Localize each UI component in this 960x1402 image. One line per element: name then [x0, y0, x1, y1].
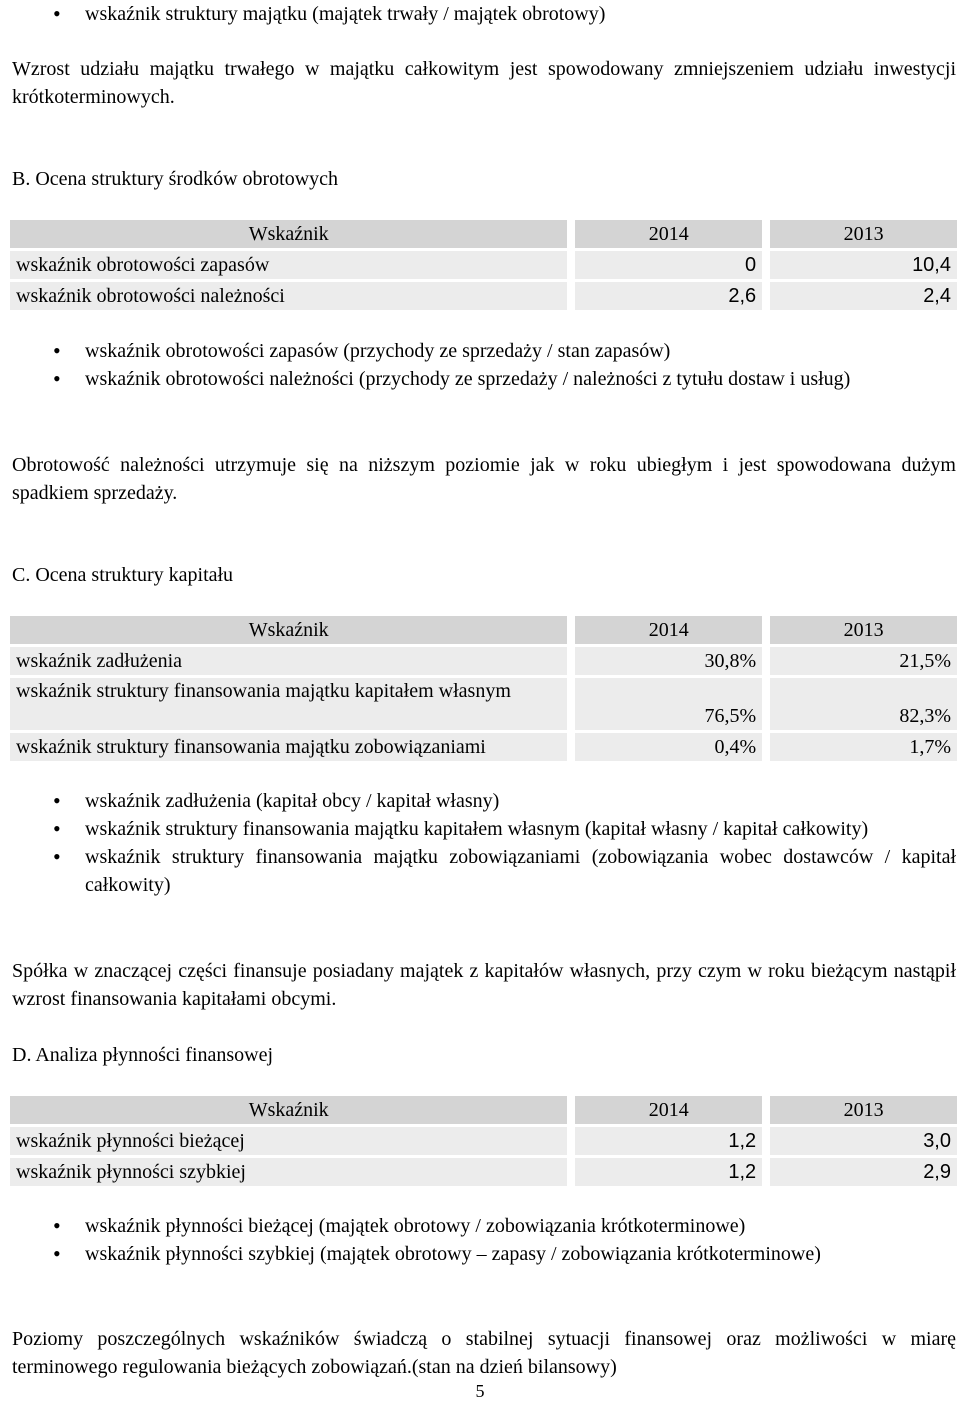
table-row [10, 678, 957, 730]
table-current-assets [10, 217, 957, 313]
row-label: wskaźnik zadłużenia [10, 647, 567, 675]
bullet-item: • wskaźnik płynności szybkiej (majątek obrotowy – zapasy / zobowiązania krótkoterminowe) [12, 1240, 956, 1268]
section-d-heading: D. Analiza płynności finansowej [12, 1044, 274, 1066]
table-row [10, 282, 957, 310]
row-label: wskaźnik struktury finansowania majątku kapitałem własnym [10, 678, 567, 730]
table-row [10, 733, 957, 761]
table-row [10, 1158, 957, 1186]
paragraph-asset-structure: Wzrost udziału majątku trwałego w majątku całkowitym jest spowodowany zmniejszeniem udziału inwestycji krótkoterminowych. [12, 58, 956, 108]
value-2013: 1,7% [770, 733, 957, 761]
row-label: wskaźnik struktury finansowania majątku zobowiązaniami [10, 733, 567, 761]
table-header-2014: 2014 [575, 616, 762, 644]
value-2014: 1,2 [575, 1127, 762, 1155]
section-c-bullets [12, 787, 956, 899]
paragraph-liquidity: Poziomy poszczególnych wskaźników świadczą o stabilnej sytuacji finansowej oraz możliwości w miarę terminowego regulowania bieżących zobowiązań.(stan na dzień bilansowy) [12, 1328, 956, 1378]
value-2014: 0,4% [575, 733, 762, 761]
table-header-indicator: Wskaźnik [10, 616, 567, 644]
table-row [10, 1127, 957, 1155]
top-bullet-list [12, 0, 956, 28]
bullet-item: • wskaźnik struktury finansowania majątku kapitałem własnym (kapitał własny / kapitał całkowity) [12, 815, 956, 843]
value-2013: 2,4 [770, 282, 957, 310]
table-row [10, 251, 957, 279]
paragraph-financing: Spółka w znaczącej części finansuje posiadany majątek z kapitałów własnych, przy czym w roku bieżącym nastąpił wzrost finansowania kapitałami obcymi. [12, 960, 956, 1010]
value-2013: 2,9 [770, 1158, 957, 1186]
value-2013: 82,3% [770, 678, 957, 730]
value-2014: 30,8% [575, 647, 762, 675]
bullet-item: • wskaźnik płynności bieżącej (majątek obrotowy / zobowiązania krótkoterminowe) [12, 1212, 956, 1240]
row-label: wskaźnik obrotowości należności [10, 282, 567, 310]
row-label: wskaźnik płynności bieżącej [10, 1127, 567, 1155]
section-b-bullets [12, 337, 956, 393]
section-d-bullets [12, 1212, 956, 1268]
bullet-item: • wskaźnik obrotowości należności (przychody ze sprzedaży / należności z tytułu dostaw i usług) [12, 365, 956, 393]
table-liquidity [10, 1093, 957, 1189]
row-label: wskaźnik obrotowości zapasów [10, 251, 567, 279]
value-2014: 1,2 [575, 1158, 762, 1186]
table-header-2014: 2014 [575, 1096, 762, 1124]
value-2014: 0 [575, 251, 762, 279]
bullet-item: • wskaźnik struktury finansowania majątku zobowiązaniami (zobowiązania wobec dostawców / kapitał całkowity) [12, 843, 956, 899]
table-header-2013: 2013 [770, 1096, 957, 1124]
table-header-indicator: Wskaźnik [10, 220, 567, 248]
table-capital-structure [10, 613, 957, 764]
table-header-indicator: Wskaźnik [10, 1096, 567, 1124]
paragraph-receivables: Obrotowość należności utrzymuje się na niższym poziomie jak w roku ubiegłym i jest spowodowana dużym spadkiem sprzedaży. [12, 454, 956, 504]
value-2013: 10,4 [770, 251, 957, 279]
section-c-heading: C. Ocena struktury kapitału [12, 564, 234, 586]
table-row [10, 647, 957, 675]
table-header-2013: 2013 [770, 220, 957, 248]
value-2013: 3,0 [770, 1127, 957, 1155]
table-header-2014: 2014 [575, 220, 762, 248]
row-label: wskaźnik płynności szybkiej [10, 1158, 567, 1186]
value-2013: 21,5% [770, 647, 957, 675]
value-2014: 76,5% [575, 678, 762, 730]
section-b-heading: B. Ocena struktury środków obrotowych [12, 168, 339, 190]
bullet-item: • wskaźnik zadłużenia (kapitał obcy / kapitał własny) [12, 787, 956, 815]
table-header-2013: 2013 [770, 616, 957, 644]
bullet-item: • wskaźnik struktury majątku (majątek trwały / majątek obrotowy) [12, 0, 956, 28]
bullet-item: • wskaźnik obrotowości zapasów (przychody ze sprzedaży / stan zapasów) [12, 337, 956, 365]
page-number: 5 [475, 1381, 485, 1401]
value-2014: 2,6 [575, 282, 762, 310]
